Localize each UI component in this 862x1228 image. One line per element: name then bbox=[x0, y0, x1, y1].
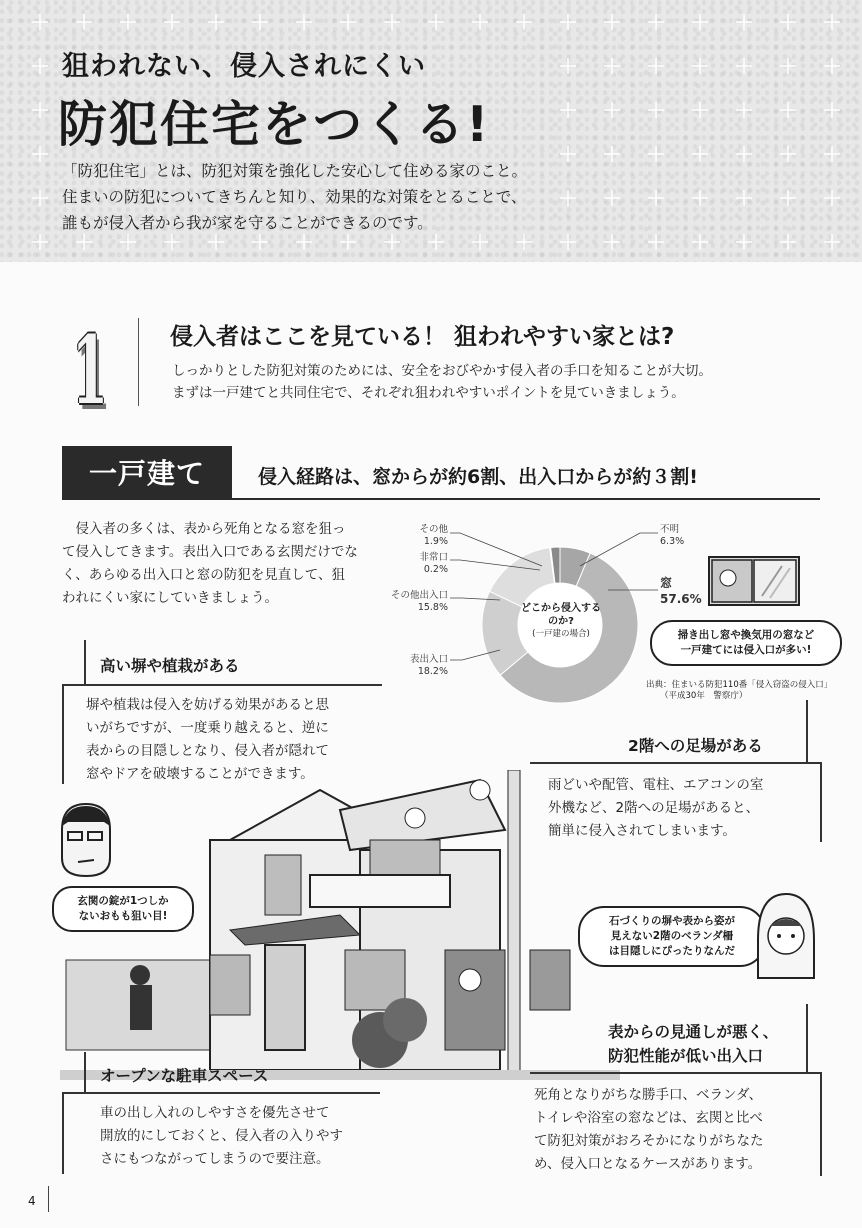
callout-parking-vline2 bbox=[62, 1092, 64, 1174]
veranda-bubble-line: は目隠しにぴったりなんだ bbox=[609, 945, 735, 957]
page-number: 4 bbox=[28, 1194, 36, 1208]
callout-wall-line: 窓やドアを破壊することができます。 bbox=[86, 766, 314, 782]
detached-intro-line: く、あらゆる出入口と窓の防犯を見直して、狙 bbox=[62, 567, 345, 583]
callout-foothold-vline2 bbox=[820, 762, 822, 842]
pie-label-value: 1.9% bbox=[423, 536, 448, 547]
callout-entrance-vline bbox=[806, 1004, 808, 1072]
detached-headline: 侵入経路は、窓からが約6割、出入口からが約３割! bbox=[258, 466, 698, 488]
detached-tag: 一戸建て bbox=[62, 446, 232, 498]
man-character bbox=[52, 800, 116, 878]
detached-intro-line: 侵入者の多くは、表から死角となる窓を狙っ bbox=[62, 521, 346, 537]
window-bubble-line: 掃き出し窓や換気用の窓など bbox=[677, 629, 815, 641]
callout-entrance-hline bbox=[530, 1072, 820, 1074]
intro-text bbox=[62, 158, 527, 236]
detached-underline bbox=[62, 498, 820, 500]
section-body bbox=[172, 360, 712, 404]
pie-label-value: 6.3% bbox=[660, 536, 685, 547]
callout-entrance-line: め、侵入口となるケースがあります。 bbox=[534, 1156, 762, 1172]
pie-label-name: 窓 bbox=[660, 576, 673, 590]
veranda-bubble bbox=[578, 906, 766, 967]
callout-wall-line: いがちですが、一度乗り越えると、逆に bbox=[86, 720, 329, 736]
section-heading: 侵入者はここを見ている！ 狙われやすい家とは? bbox=[170, 324, 675, 350]
pie-label-name: 表出入口 bbox=[409, 654, 448, 665]
hooded-character bbox=[750, 890, 820, 982]
callout-wall-line: 表からの目隠しとなり、侵入者が隠れて bbox=[86, 743, 329, 759]
callout-parking-vline bbox=[84, 1052, 86, 1092]
callout-foothold-line: 雨どいや配管、電柱、エアコンの室 bbox=[548, 777, 764, 793]
pie-label-name: 非常口 bbox=[419, 552, 448, 563]
pie-label-value: 18.2% bbox=[417, 666, 448, 677]
intro-line: 住まいの防犯についてきちんと知り、効果的な対策をとることで、 bbox=[62, 188, 527, 206]
callout-parking-line: 車の出し入れのしやすさを優先させて bbox=[100, 1105, 330, 1121]
callout-entrance-vline2 bbox=[820, 1072, 822, 1176]
window-bubble-line: 一戸建てには侵入口が多い! bbox=[680, 644, 812, 656]
callout-parking-body bbox=[100, 1102, 343, 1171]
pie-label-name: 不明 bbox=[660, 524, 680, 535]
callout-entrance-head-line: 防犯性能が低い出入口 bbox=[608, 1047, 764, 1065]
sub-title: 狙われない、侵入されにくい bbox=[62, 51, 426, 82]
detached-intro bbox=[62, 518, 358, 610]
pie-label-value: 0.2% bbox=[423, 564, 448, 575]
callout-foothold-vline bbox=[806, 700, 808, 762]
callout-parking-line: さにもつながってしまうので要注意。 bbox=[100, 1151, 330, 1167]
callout-foothold-line: 簡単に侵入されてしまいます。 bbox=[548, 823, 736, 839]
callout-foothold-hline bbox=[530, 762, 820, 764]
lock-bubble-line: 玄関の錠が1つしか bbox=[77, 895, 169, 907]
chart-source-line: （平成30年 警察庁） bbox=[660, 691, 748, 701]
pie-label-name: その他出入口 bbox=[390, 590, 448, 601]
veranda-bubble-line: 石づくりの塀や表から姿が bbox=[609, 915, 735, 927]
man-face-icon bbox=[52, 800, 116, 878]
callout-wall-head: 高い塀や植栽がある bbox=[100, 657, 240, 675]
callout-foothold-head: 2階への足場がある bbox=[628, 737, 763, 755]
detached-intro-line: われにくい家にしていきましょう。 bbox=[62, 590, 278, 606]
callout-wall-vline2 bbox=[62, 684, 64, 784]
callout-foothold-line: 外機など、2階への足場があると、 bbox=[548, 800, 760, 816]
pie-label-name: その他 bbox=[419, 524, 448, 535]
chart-source-line: 出典：住まいる防犯110番「侵入窃盗の侵入口」 bbox=[646, 680, 833, 690]
callout-wall-vline bbox=[84, 640, 86, 684]
window-bubble bbox=[650, 620, 842, 666]
callout-entrance-head-line: 表からの見通しが悪く、 bbox=[608, 1023, 779, 1041]
callout-wall-hline bbox=[62, 684, 382, 686]
section-number: 1 bbox=[72, 316, 108, 426]
lock-bubble bbox=[52, 886, 194, 932]
pie-leader-lines bbox=[440, 528, 670, 668]
callout-entrance-line: て防犯対策がおろそかになりがちなた bbox=[534, 1133, 764, 1149]
section-body-line: しっかりとした防犯対策のためには、安全をおびやかす侵入者の手口を知ることが大切。 bbox=[172, 363, 712, 379]
callout-parking-head: オープンな駐車スペース bbox=[100, 1067, 269, 1085]
callout-wall-line: 塀や植栽は侵入を妨げる効果があると思 bbox=[86, 697, 329, 713]
hooded-face-icon bbox=[750, 890, 820, 982]
veranda-bubble-line: 見えない2階のベランダ柵 bbox=[610, 930, 734, 942]
pie-label-value: 15.8% bbox=[417, 602, 448, 613]
window-icon bbox=[708, 556, 800, 606]
callout-entrance-line: 死角となりがちな勝手口、ベランダ、 bbox=[534, 1087, 763, 1103]
chart-source bbox=[646, 680, 832, 702]
window-illustration bbox=[708, 556, 800, 606]
intro-line: 誰もが侵入者から我が家を守ることができるのです。 bbox=[62, 214, 433, 232]
callout-parking-line: 開放的にしておくと、侵入者の入りやす bbox=[100, 1128, 343, 1144]
lock-bubble-line: ないおもも狙い目! bbox=[78, 910, 168, 922]
callout-entrance-line: トイレや浴室の窓などは、玄関と比べ bbox=[534, 1110, 763, 1126]
pie-subtitle: (一戸建の場合) bbox=[532, 629, 590, 639]
section-divider bbox=[138, 318, 139, 406]
intro-line: 「防犯住宅」とは、防犯対策を強化した安心して住める家のこと。 bbox=[62, 162, 528, 180]
section-body-line: まずは一戸建てと共同住宅で、それぞれ狙われやすいポイントを見ていきましょう。 bbox=[172, 385, 685, 401]
pie-label-value: 57.6% bbox=[660, 592, 702, 606]
detached-intro-line: て侵入してきます。表出入口である玄関だけでな bbox=[62, 544, 358, 560]
main-title: 防犯住宅をつくる! bbox=[58, 96, 491, 153]
callout-entrance-body bbox=[534, 1084, 764, 1176]
callout-entrance-head bbox=[608, 1020, 778, 1068]
pie-label-other-entrance bbox=[380, 590, 448, 614]
callout-parking-hline bbox=[62, 1092, 380, 1094]
page-number-rule bbox=[48, 1186, 49, 1212]
pie-title: どこから侵入するのか? bbox=[521, 603, 601, 627]
